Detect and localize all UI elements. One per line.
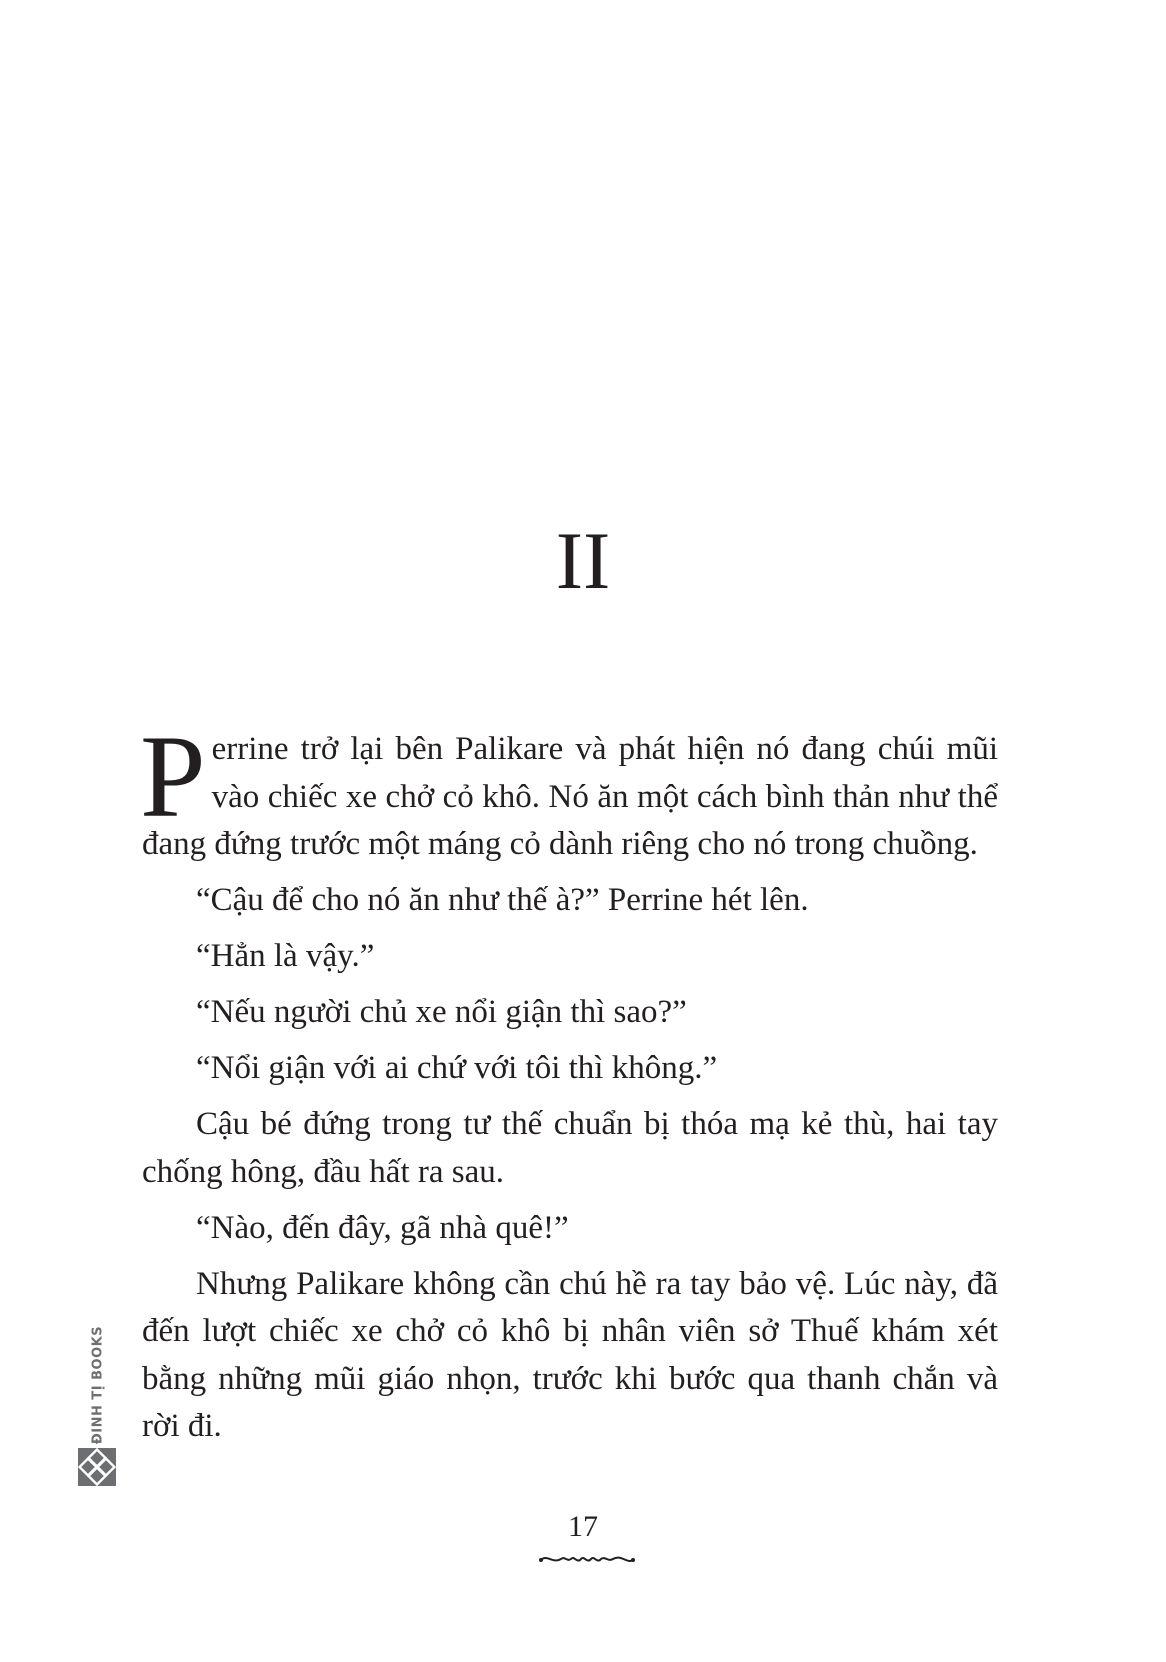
paragraph-8: Nhưng Palikare không cần chú hề ra tay bảo vệ. Lúc này, đã đến lượt chiếc xe chở cỏ khô bị nhân viên sở Thuế khám xét bằng những mũi giáo nhọn, trước khi bước qua thanh chắn và rời đi. xyxy=(142,1265,998,1444)
drop-cap: P xyxy=(140,711,206,842)
chapter-body xyxy=(140,711,998,1459)
chapter-number: II xyxy=(555,515,611,606)
paragraph-4: “Nếu người chủ xe nổi giận thì sao?” xyxy=(196,994,687,1030)
publisher-mark xyxy=(78,1325,118,1490)
flourish-ornament-icon xyxy=(537,1548,637,1570)
paragraph-7: “Nào, đến đây, gã nhà quê!” xyxy=(196,1209,569,1246)
paragraph-6: Cậu bé đứng trong tư thế chuẩn bị thóa mạ kẻ thù, hai tay chống hông, đầu hất ra sau. xyxy=(142,1106,998,1190)
page-number: 17 xyxy=(568,1510,598,1543)
paragraph-1 xyxy=(140,711,998,869)
paragraph-3: “Hẳn là vậy.” xyxy=(196,938,375,974)
paragraph-1-text: errine trở lại bên Palikare và phát hiện nó đang chúi mũi vào chiếc xe chở cỏ khô. Nó ăn một cách bình thản như thể đang đứng trước một máng cỏ dành riêng cho nó trong chuồng. xyxy=(142,731,998,862)
paragraph-2: “Cậu để cho nó ăn như thế à?” Perrine hét lên. xyxy=(196,882,809,918)
paragraph-5: “Nổi giận với ai chứ với tôi thì không.” xyxy=(196,1050,718,1086)
publisher-name: ĐINH TỊ BOOKS xyxy=(90,1325,106,1445)
dinh-ti-logo-icon xyxy=(78,1448,116,1486)
